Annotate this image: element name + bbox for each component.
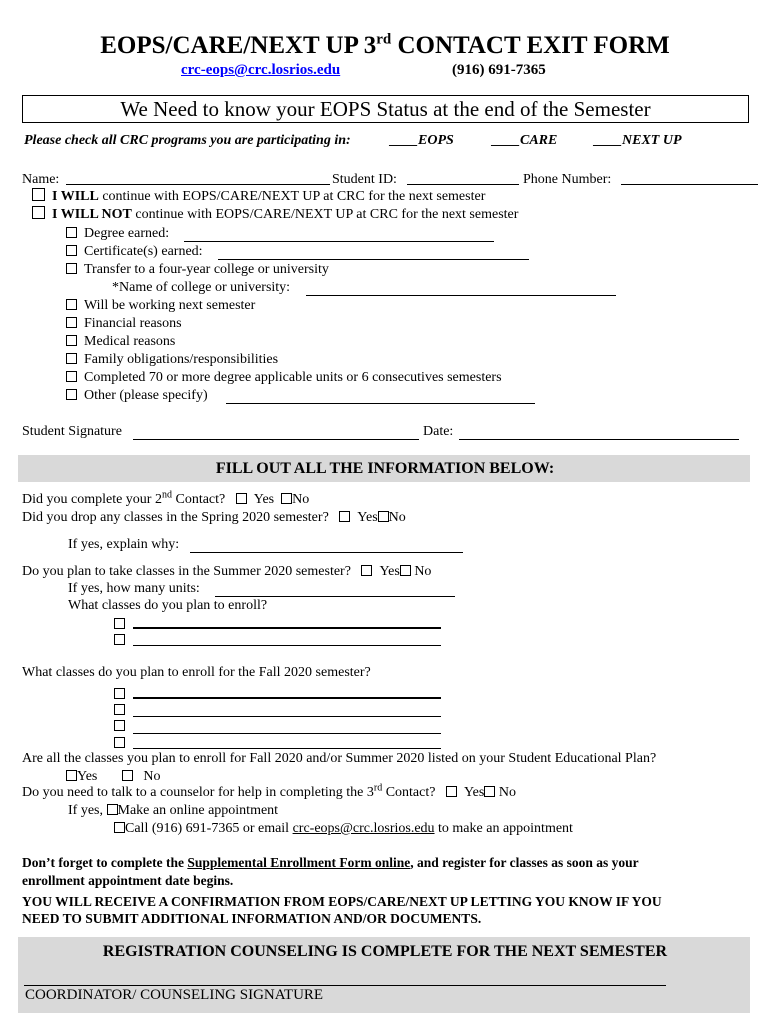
will-not-rest: continue with EOPS/CARE/NEXT UP at CRC for the next semester	[131, 207, 519, 222]
other-field[interactable]	[226, 403, 535, 404]
q1-yes-label: Yes	[253, 492, 275, 507]
reason-financial[interactable]	[66, 315, 182, 332]
header-phone: (916) 691-7365	[452, 62, 546, 78]
student-id-field[interactable]	[407, 184, 519, 185]
fall-class-3[interactable]	[114, 718, 125, 735]
medical-checkbox[interactable]	[66, 335, 77, 346]
q3-classes-label: What classes do you plan to enroll?	[68, 598, 268, 613]
q2-explain-label: If yes, explain why:	[68, 537, 180, 552]
q5-options	[66, 768, 161, 785]
q6-no-checkbox[interactable]	[484, 786, 495, 797]
fall-class-4-field[interactable]	[133, 748, 441, 749]
financial-checkbox[interactable]	[66, 317, 77, 328]
q3-no-label: No	[414, 564, 432, 579]
date-field[interactable]	[459, 439, 739, 440]
fall-class-2-checkbox[interactable]	[114, 704, 125, 715]
q2-no-checkbox[interactable]	[378, 511, 389, 522]
q2-explain-field[interactable]	[190, 552, 463, 553]
will-not-continue-checkbox[interactable]	[32, 206, 45, 219]
fall-class-4-checkbox[interactable]	[114, 737, 125, 748]
q5-no-checkbox[interactable]	[122, 770, 133, 781]
q3-text: Do you plan to take classes in the Summer 2020 semester?	[22, 564, 351, 579]
online-appointment-checkbox[interactable]	[107, 804, 118, 815]
degree-field[interactable]	[184, 241, 494, 242]
coordinator-signature-label: COORDINATOR/ COUNSELING SIGNATURE	[25, 987, 324, 1003]
q1-no-label: No	[292, 492, 310, 507]
q1-text-a: Did you complete your 2	[22, 492, 162, 507]
reminder-text-a: Don’t forget to complete the	[22, 855, 188, 870]
registration-heading: REGISTRATION COUNSELING IS COMPLETE FOR THE NEXT SEMESTER	[102, 943, 668, 960]
will-not-continue-option[interactable]	[32, 206, 518, 223]
reason-degree[interactable]	[66, 225, 169, 242]
q2-drop	[22, 509, 406, 526]
q1-yes-checkbox[interactable]	[236, 493, 247, 504]
q6-text-b: Contact?	[382, 785, 436, 800]
reason-family[interactable]	[66, 351, 278, 368]
reason-completed[interactable]	[66, 369, 502, 386]
call-text-a: Call (916) 691-7365 or email	[125, 821, 293, 836]
name-field[interactable]	[66, 184, 330, 185]
q6-counselor	[22, 784, 516, 801]
program-care[interactable]: ____CARE	[492, 133, 558, 148]
title-main: EOPS/CARE/NEXT UP 3	[100, 32, 377, 59]
q4-fall-label: What classes do you plan to enroll for the Fall 2020 semester?	[22, 665, 371, 680]
transfer-checkbox[interactable]	[66, 263, 77, 274]
date-label: Date:	[423, 424, 454, 439]
summer-class-1-checkbox[interactable]	[114, 618, 125, 629]
q6-yes-checkbox[interactable]	[446, 786, 457, 797]
call-appointment-checkbox[interactable]	[114, 822, 125, 833]
q2-text: Did you drop any classes in the Spring 2020 semester?	[22, 510, 329, 525]
q5-no-label: No	[143, 769, 161, 784]
medical-label: Medical reasons	[84, 334, 176, 349]
other-label: Other (please specify)	[84, 388, 208, 403]
online-appointment-label: Make an online appointment	[117, 803, 279, 818]
q3-yes-checkbox[interactable]	[361, 565, 372, 576]
family-checkbox[interactable]	[66, 353, 77, 364]
fall-class-2-field[interactable]	[133, 716, 441, 717]
q3-no-checkbox[interactable]	[400, 565, 411, 576]
will-continue-option[interactable]	[32, 188, 485, 205]
name-label: Name:	[22, 172, 60, 187]
college-name-field[interactable]	[306, 295, 616, 296]
programs-prompt: Please check all CRC programs you are participating in:	[24, 133, 351, 148]
certificate-checkbox[interactable]	[66, 245, 77, 256]
will-bold: I WILL	[52, 189, 99, 204]
reason-transfer[interactable]	[66, 261, 329, 278]
q2-yes-checkbox[interactable]	[339, 511, 350, 522]
q6-call-option	[114, 820, 573, 837]
q5-yes-label: Yes	[77, 769, 98, 784]
q3-units-label: If yes, how many units:	[68, 581, 200, 596]
title-sup: rd	[376, 31, 392, 48]
transfer-label: Transfer to a four-year college or university	[84, 262, 329, 277]
section-heading: FILL OUT ALL THE INFORMATION BELOW:	[215, 460, 555, 477]
q6-ifyes-label: If yes,	[68, 803, 103, 818]
fall-class-3-checkbox[interactable]	[114, 720, 125, 731]
q6-no-label: No	[498, 785, 516, 800]
summer-class-2-field[interactable]	[133, 645, 441, 646]
supplemental-form-link[interactable]: Supplemental Enrollment Form online	[187, 855, 411, 870]
call-email-link[interactable]: crc-eops@crc.losrios.edu	[292, 821, 435, 836]
other-checkbox[interactable]	[66, 389, 77, 400]
college-name-label: *Name of college or university:	[112, 280, 291, 295]
coordinator-signature-field[interactable]	[24, 985, 666, 986]
degree-checkbox[interactable]	[66, 227, 77, 238]
certificate-label: Certificate(s) earned:	[84, 244, 203, 259]
reason-working[interactable]	[66, 297, 255, 314]
will-continue-checkbox[interactable]	[32, 188, 45, 201]
degree-label: Degree earned:	[84, 226, 170, 241]
q1-contact	[22, 491, 309, 508]
reminder-line-2: enrollment appointment date begins.	[22, 873, 234, 888]
q3-summer	[22, 563, 431, 580]
completed-label: Completed 70 or more degree applicable units or 6 consecutives semesters	[84, 370, 502, 385]
summer-class-2[interactable]	[114, 632, 125, 649]
status-banner-text: We Need to know your EOPS Status at the end of the Semester	[120, 97, 651, 121]
fall-class-1-checkbox[interactable]	[114, 688, 125, 699]
completed-checkbox[interactable]	[66, 371, 77, 382]
fall-class-1-field[interactable]	[133, 697, 441, 699]
q1-sup: nd	[161, 489, 172, 501]
reason-medical[interactable]	[66, 333, 175, 350]
program-eops[interactable]: ____EOPS	[390, 133, 454, 148]
summer-class-1[interactable]	[114, 616, 125, 633]
student-id-label: Student ID:	[332, 172, 397, 187]
q6-online-option	[68, 802, 278, 819]
working-checkbox[interactable]	[66, 299, 77, 310]
fall-class-2[interactable]	[114, 702, 125, 719]
summer-class-2-checkbox[interactable]	[114, 634, 125, 645]
program-next-up[interactable]: ____NEXT UP	[594, 133, 682, 148]
confirmation-line-1: YOU WILL RECEIVE A CONFIRMATION FROM EOPS/CARE/NEXT UP LETTING YOU KNOW IF YOU	[22, 894, 662, 909]
title-rest: CONTACT EXIT FORM	[391, 32, 670, 59]
financial-label: Financial reasons	[84, 316, 182, 331]
q2-no-label: No	[388, 510, 406, 525]
q2-yes-label: Yes	[357, 510, 378, 525]
q5-sep-label: Are all the classes you plan to enroll for Fall 2020 and/or Summer 2020 listed on your Student Educational Plan?	[22, 751, 657, 766]
form-title	[0, 32, 770, 60]
certificate-field[interactable]	[218, 259, 529, 260]
student-signature-label: Student Signature	[22, 424, 122, 439]
confirmation-line-2: NEED TO SUBMIT ADDITIONAL INFORMATION AND/OR DOCUMENTS.	[22, 911, 482, 926]
call-text-b: to make an appointment	[434, 821, 573, 836]
q6-yes-label: Yes	[463, 785, 485, 800]
fall-class-3-field[interactable]	[133, 733, 441, 734]
reminder-text-b: , and register for classes as soon as your	[410, 855, 639, 870]
summer-class-1-field[interactable]	[133, 627, 441, 629]
will-rest: continue with EOPS/CARE/NEXT UP at CRC for the next semester	[98, 189, 486, 204]
reason-other[interactable]	[66, 387, 208, 404]
q5-yes-checkbox[interactable]	[66, 770, 77, 781]
q3-yes-label: Yes	[379, 564, 400, 579]
working-label: Will be working next semester	[84, 298, 256, 313]
q1-text-b: Contact?	[171, 492, 226, 507]
phone-label: Phone Number:	[523, 172, 612, 187]
q6-text-a: Do you need to talk to a counselor for help in completing the 3	[22, 785, 374, 800]
status-banner	[22, 95, 749, 123]
q6-sup: rd	[373, 782, 383, 794]
phone-field[interactable]	[621, 184, 758, 185]
reason-certificate[interactable]	[66, 243, 203, 260]
student-signature-field[interactable]	[133, 439, 419, 440]
reminder-line-1	[22, 854, 639, 871]
q1-no-checkbox[interactable]	[281, 493, 292, 504]
header-email-link[interactable]: crc-eops@crc.losrios.edu	[181, 62, 341, 78]
will-not-bold: I WILL NOT	[52, 207, 132, 222]
fall-class-1[interactable]	[114, 686, 125, 703]
family-label: Family obligations/responsibilities	[84, 352, 279, 367]
